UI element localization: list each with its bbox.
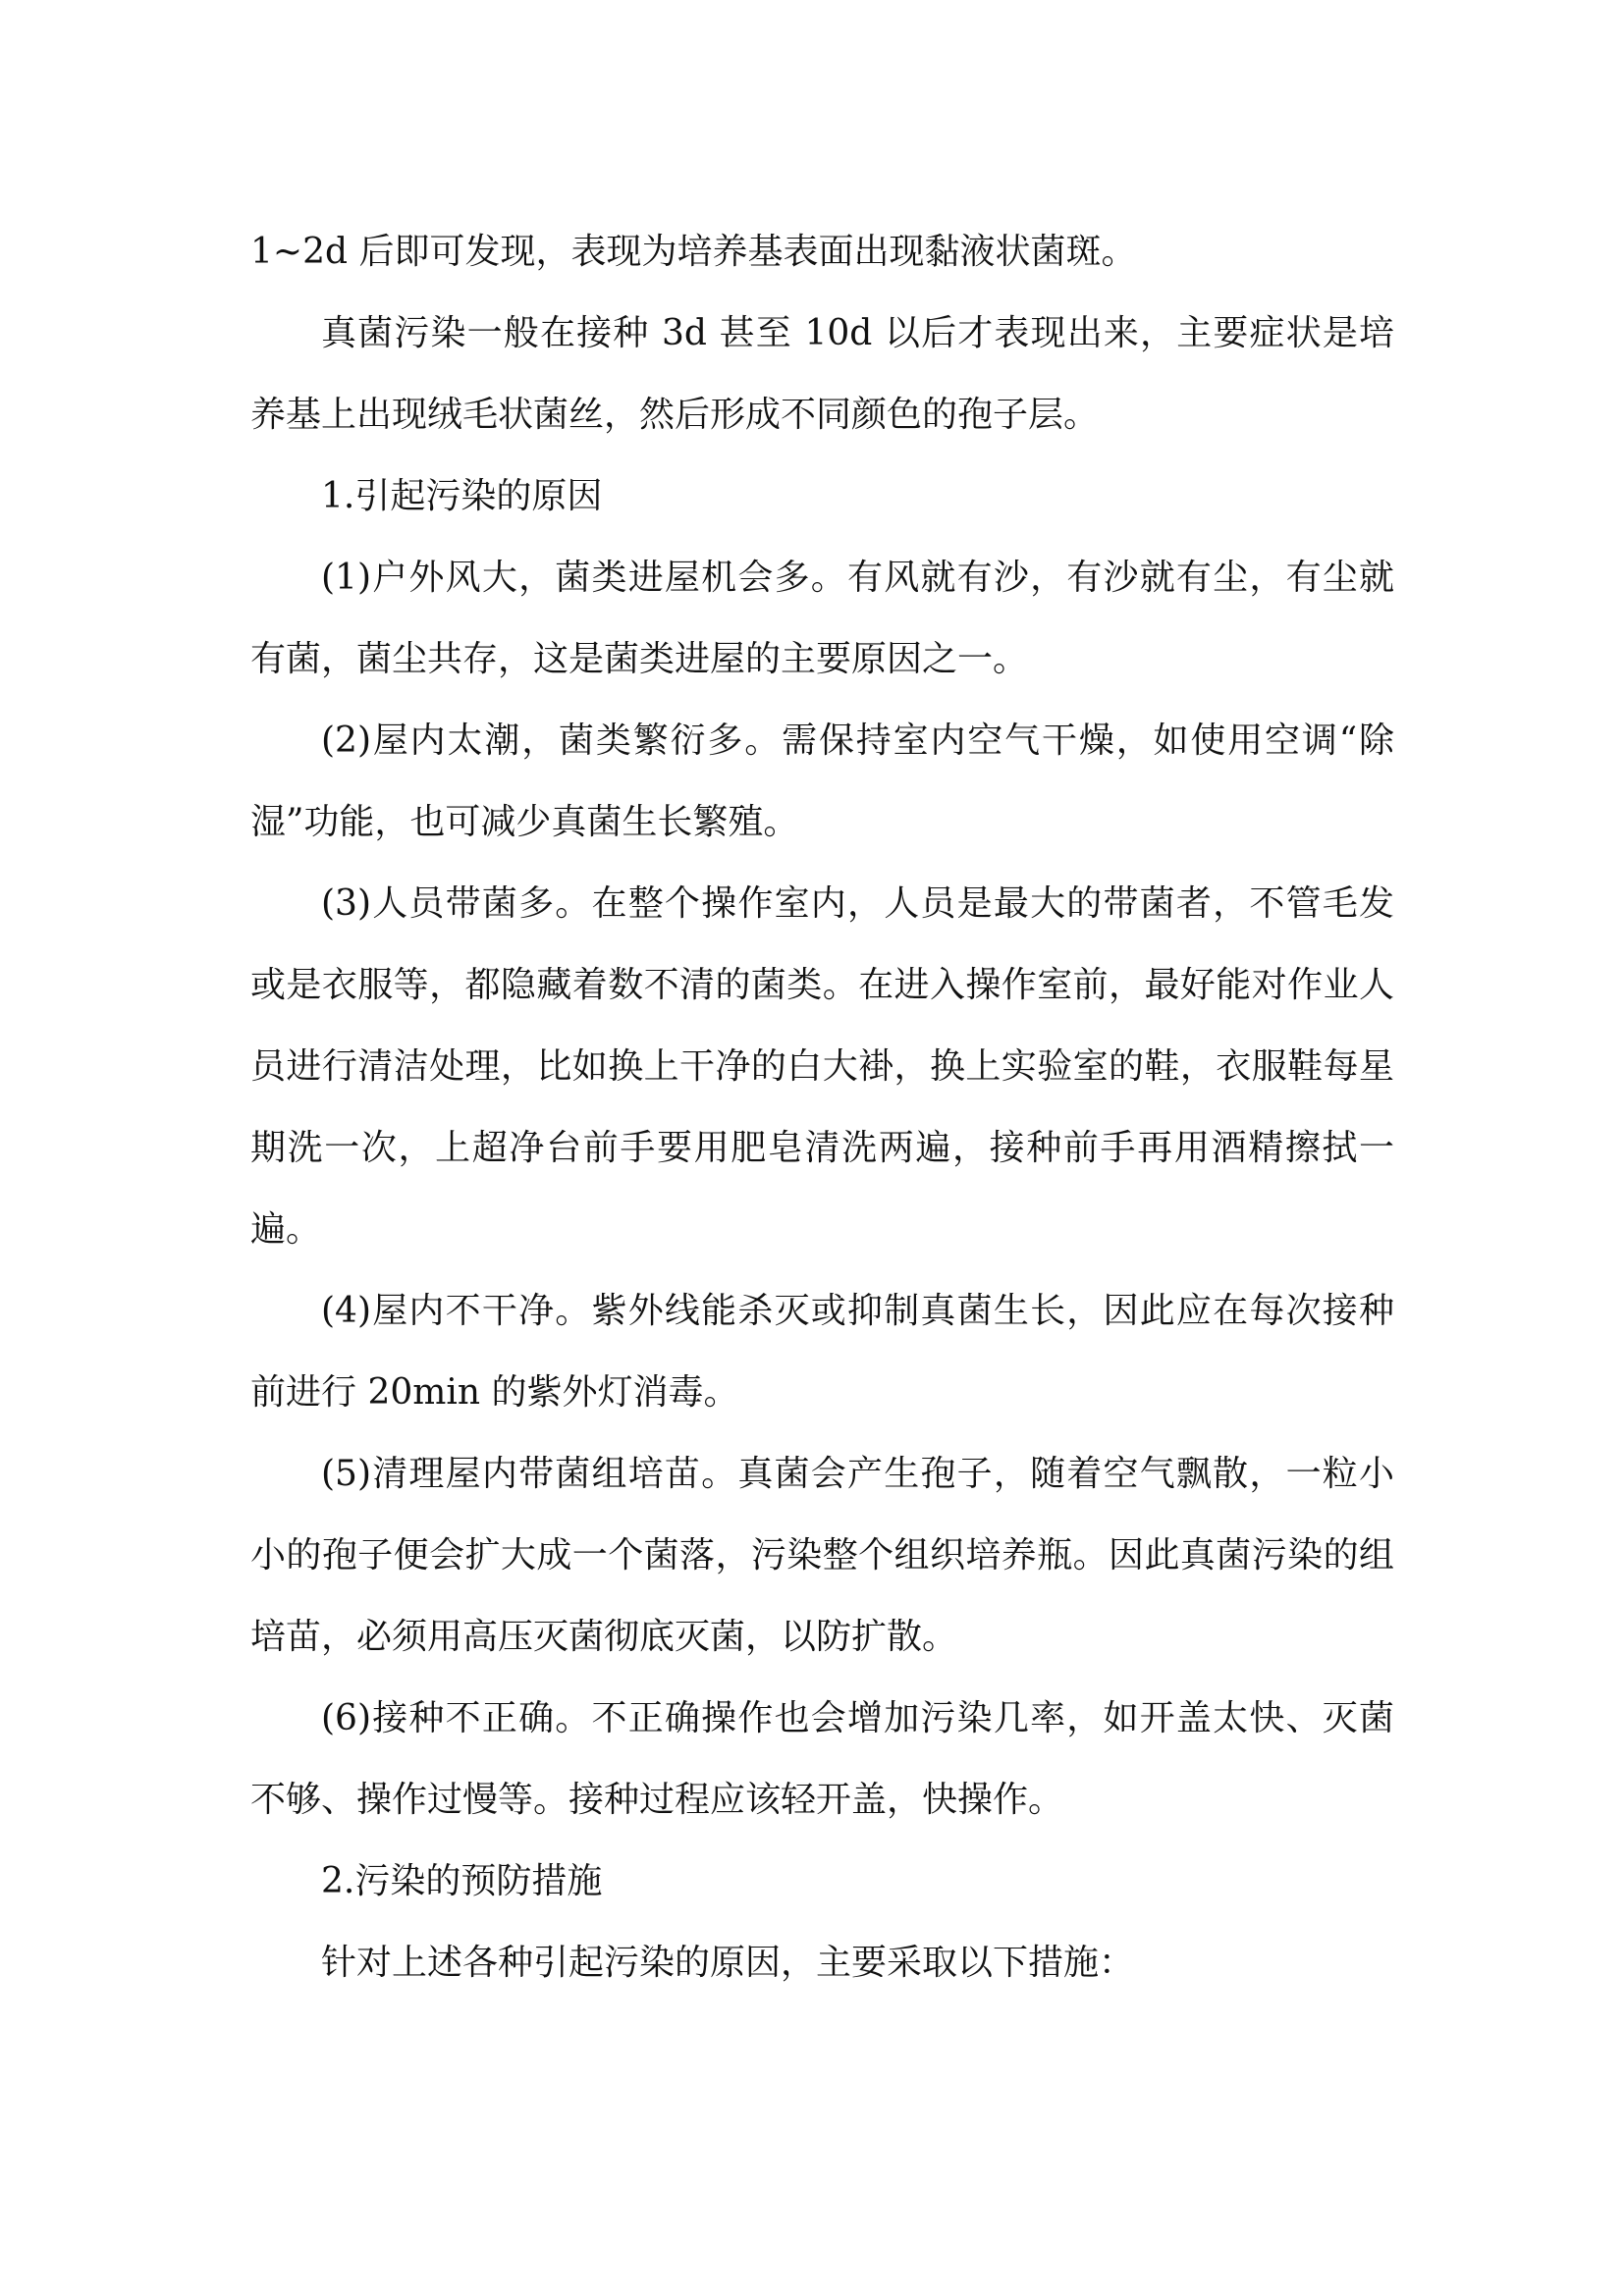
- list-item-cause-2: (2)屋内太潮，菌类繁衍多。需保持室内空气干燥，如使用空调“除湿”功能，也可减少真菌生长繁殖。: [250, 721, 1394, 842]
- list-item-cause-5: (5)清理屋内带菌组培苗。真菌会产生孢子，随着空气飘散，一粒小小的孢子便会扩大成一个菌落，污染整个组织培养瓶。因此真菌污染的组培苗，必须用高压灭菌彻底灭菌，以防扩散。: [250, 1454, 1394, 1657]
- section-heading-causes: 1.引起污染的原因: [321, 476, 603, 516]
- list-item-cause-3: (3)人员带菌多。在整个操作室内，人员是最大的带菌者，不管毛发或是衣服等，都隐藏着数不清的菌类。在进入操作室前，最好能对作业人员进行清洁处理，比如换上干净的白大褂，换上实验室的鞋，衣服鞋每星期洗一次，上超净台前手要用肥皂清洗两遍，接种前手再用酒精擦拭一遍。: [250, 883, 1394, 1250]
- list-item-cause-6: (6)接种不正确。不正确操作也会增加污染几率，如开盖太快、灭菌不够、操作过慢等。接种过程应该轻开盖，快操作。: [250, 1698, 1394, 1820]
- paragraph-fungal-contamination: 真菌污染一般在接种 3d 甚至 10d 以后才表现出来，主要症状是培养基上出现绒毛状菌丝，然后形成不同颜色的孢子层。: [250, 313, 1394, 435]
- paragraph-prevention-intro: 针对上述各种引起污染的原因，主要采取以下措施：: [321, 1943, 1135, 1983]
- paragraph-continuation: 1~2d 后即可发现，表现为培养基表面出现黏液状菌斑。: [250, 232, 1137, 272]
- list-item-cause-1: (1)户外风大，菌类进屋机会多。有风就有沙，有沙就有尘，有尘就有菌，菌尘共存，这是菌类进屋的主要原因之一。: [250, 558, 1394, 679]
- section-heading-prevention: 2.污染的预防措施: [321, 1861, 603, 1901]
- list-item-cause-4: (4)屋内不干净。紫外线能杀灭或抑制真菌生长，因此应在每次接种前进行 20min 的紫外灯消毒。: [250, 1291, 1394, 1413]
- document-body: [250, 211, 1394, 2003]
